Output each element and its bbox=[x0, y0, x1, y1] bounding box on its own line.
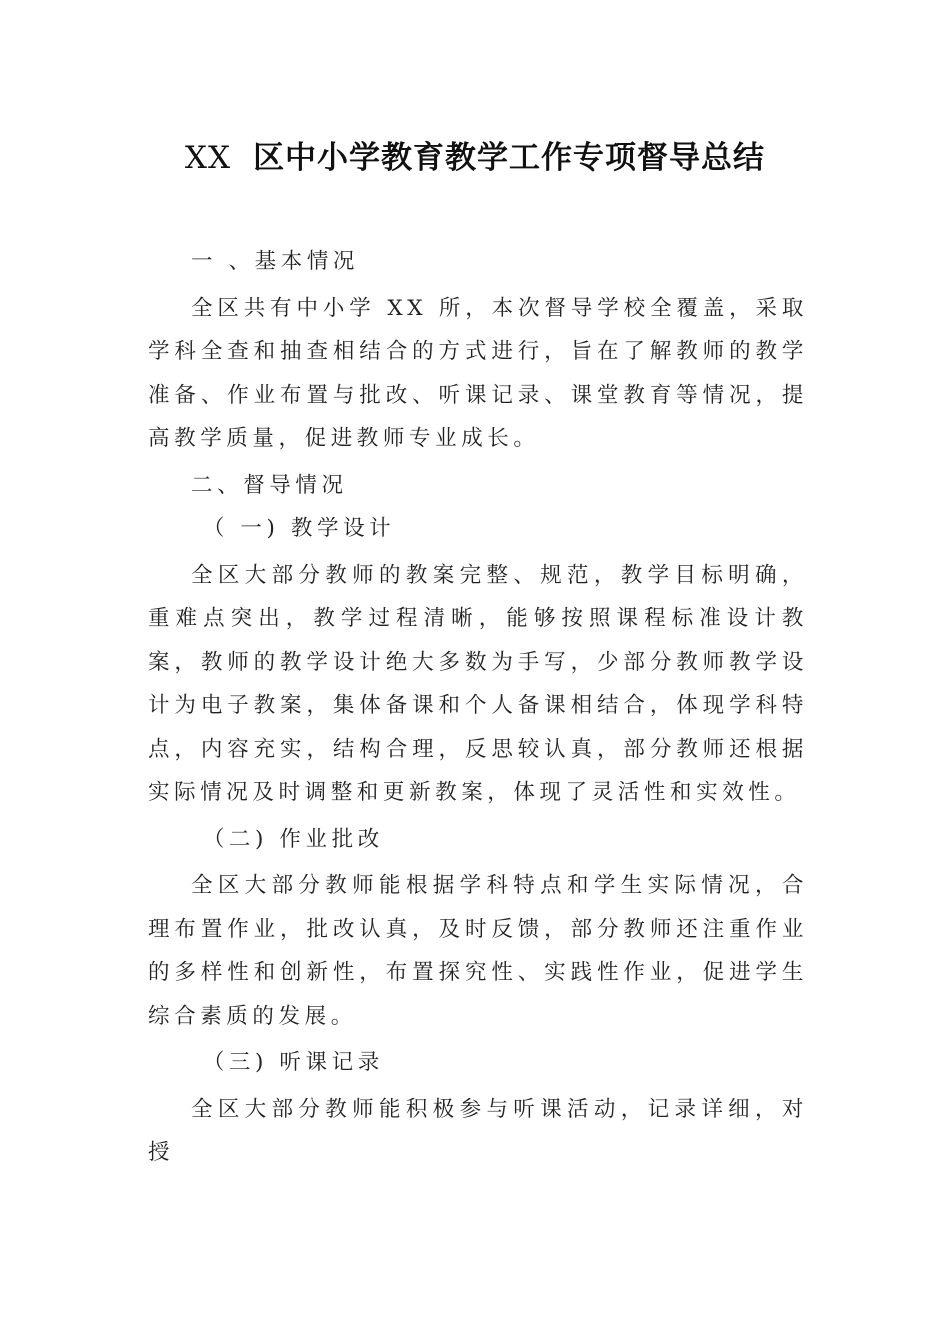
section-heading-basic: 一 、基本情况 bbox=[191, 249, 360, 274]
subheading-teaching-design: （ 一) 教学设计 bbox=[202, 516, 396, 541]
document-body bbox=[148, 240, 808, 1175]
title-main: 区中小学教育教学工作专项督导总结 bbox=[253, 140, 766, 176]
document-title bbox=[0, 132, 950, 177]
subheading-homework: （二) 作业批改 bbox=[202, 826, 384, 852]
paragraph-homework: 全区大部分教师能根据学科特点和学生实际情况，合理布置作业，批改认真，及时反馈，部分教师还注重作业的多样性和创新性，布置探究性、实践性作业，促进学生综合素质的发展。 bbox=[148, 873, 808, 1029]
paragraph-basic: 全区共有中小学 XX 所，本次督导学校全覆盖，采取学科全查和抽查相结合的方式进行，旨在了解教师的教学准备、作业布置与批改、听课记录、课堂教育等情况，提高教学质量，促进教师专业成长。 bbox=[148, 295, 808, 451]
paragraph-teaching-design: 全区大部分教师的教案完整、规范，教学目标明确，重难点突出，教学过程清晰，能够按照课程标准设计教案，教师的教学设计绝大多数为手写，少部分教师教学设计为电子教案，集体备课和个人备课相结合，体现学科特点，内容充实，结构合理，反思较认真，部分教师还根据实际情况及时调整和更新教案，体现了灵活性和实效性。 bbox=[148, 562, 808, 805]
subheading-lesson-observation: （三) 听课记录 bbox=[202, 1050, 384, 1075]
paragraph-lesson-observation: 全区大部分教师能积极参与听课活动，记录详细，对授 bbox=[148, 1096, 808, 1165]
title-prefix: XX bbox=[184, 140, 232, 176]
section-heading-supervision: 二、督导情况 bbox=[191, 472, 348, 498]
